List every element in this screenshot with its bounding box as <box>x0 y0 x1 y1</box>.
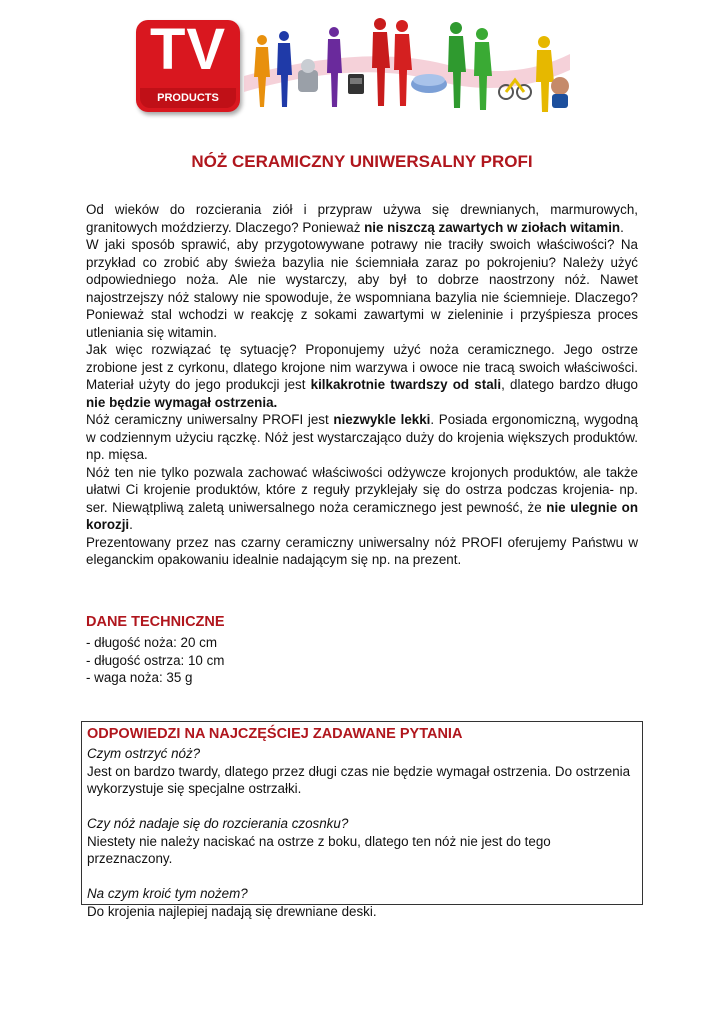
text-run: Jak więc rozwiązać tę sytuację? Proponujemy użyć noża ceramicznego. Jego ostrze zrobione jest z cyrkonu, dlatego krojone nim warzywa i owoce nie tracą swoich właściwości. Materiał użyty do jego produkcji jest <box>86 342 638 392</box>
text-run: . <box>620 219 624 235</box>
spec-item: - długość ostrza: 10 cm <box>86 652 225 668</box>
bold-text: nie ulegnie on korozji <box>86 499 638 532</box>
logo-subtext: PRODUCTS <box>140 88 236 108</box>
green-figure-icon-2 <box>474 28 492 110</box>
description-paragraph <box>86 411 638 464</box>
spec-item: - waga noża: 35 g <box>86 670 193 685</box>
bold-text: nie niszczą zawartych w ziołach witamin <box>364 219 621 235</box>
product-coffee-icon <box>348 74 364 94</box>
green-figure-icon <box>448 22 466 108</box>
people-products-illustration <box>244 14 570 114</box>
text-run: Nóż ten nie tylko pozwala zachować właściwości odżywcze krojonych produktów, ale także ułatwi Ci krojenie produktów, które z reguły przyklejały się do ostrza podczas krojenia- np. ser. Niewątpliwą zaletą uniwersalnego noża ceramicznego jest pewność, że <box>86 464 638 515</box>
page-title: NÓŻ CERAMICZNY UNIWERSALNY PROFI <box>191 152 533 171</box>
product-bed-icon <box>411 74 447 93</box>
text-run: . Posiada ergonomiczną, wygodną w codziennym użyciu rączkę. Nóż jest wystarczająco duży do krojenia większych produktów. np. mięsa. <box>86 412 638 462</box>
text-run: , dlatego bardzo długo <box>501 377 639 392</box>
faq-box <box>81 721 643 919</box>
red-figure-icon <box>372 18 390 106</box>
faq-answer: Jest on bardzo twardy, dlatego przez długi czas nie będzie wymagał ostrzenia. Do ostrzenia wykorzystuje się specjalne ostrzałki. <box>87 763 631 796</box>
faq-answer: Niestety nie należy naciskać na ostrze z boku, dlatego ten nóż nie jest do tego przeznaczony. <box>87 833 551 866</box>
purple-figure-icon <box>327 27 342 107</box>
tv-products-logo <box>136 17 240 112</box>
orange-figure-icon <box>254 35 270 107</box>
bold-text: niezwykle lekki <box>333 412 431 427</box>
faq-answer: Do krojenia najlepiej nadają się drewniane deski. <box>87 903 377 919</box>
yellow-figure-icon <box>536 36 554 112</box>
woman-photo-icon <box>551 77 569 108</box>
description-paragraph <box>86 201 638 236</box>
logo-text: TV <box>149 17 227 82</box>
product-description <box>86 201 638 569</box>
specs-list <box>86 634 386 687</box>
faq-title: ODPOWIEDZI NA NAJCZĘŚCIEJ ZADAWANE PYTANIA <box>87 726 463 742</box>
header-banner <box>136 14 570 114</box>
blue-figure-icon <box>277 31 292 107</box>
description-paragraph <box>86 464 638 534</box>
faq-question: Czym ostrzyć nóż? <box>87 746 201 761</box>
text-run: . <box>129 517 133 532</box>
spec-item: - długość noża: 20 cm <box>86 635 217 650</box>
bold-text: kilkakrotnie twardszy od stali <box>310 377 502 392</box>
bold-text: nie będzie wymagał ostrzenia. <box>86 394 278 410</box>
red-figure-icon-2 <box>394 20 412 106</box>
faq-question: Czy nóż nadaje się do rozcierania czosnku? <box>87 816 349 831</box>
description-paragraph <box>86 341 638 411</box>
specs-title: DANE TECHNICZNE <box>86 614 225 630</box>
text-run: Od wieków do rozcierania ziół i przypraw używa się drewnianych, marmurowych, granitowych moździerzy. Dlaczego? Ponieważ <box>86 202 638 235</box>
description-paragraph <box>86 534 638 569</box>
text-run: Nóż ceramiczny uniwersalny PROFI jest <box>86 412 334 427</box>
description-paragraph <box>86 236 638 341</box>
text-run: Prezentowany przez nas czarny ceramiczny uniwersalny nóż PROFI oferujemy Państwu w eleganckim opakowaniu idealnie nadającym się np. na prezent. <box>86 534 638 567</box>
text-run: W jaki sposób sprawić, aby przygotowywane potrawy nie traciły swoich właściwości? Na przykład co zrobić aby świeża bazylia nie ściemniała zaraz po pokrojeniu? Należy użyć odpowiedniego noża. Ale nie wystarczy, aby był to dobrze naostrzony nóż. Nawet najostrzejszy nóż stalowy nie spowoduje, że wspomniana bazylia nie ściemnieje. Dlaczego? Ponieważ stal wchodzi w reakcję z sokami zawartymi w zieleninie i przyśpiesza proces utleniania się witamin. <box>86 237 638 340</box>
faq-question: Na czym kroić tym nożem? <box>87 886 248 901</box>
